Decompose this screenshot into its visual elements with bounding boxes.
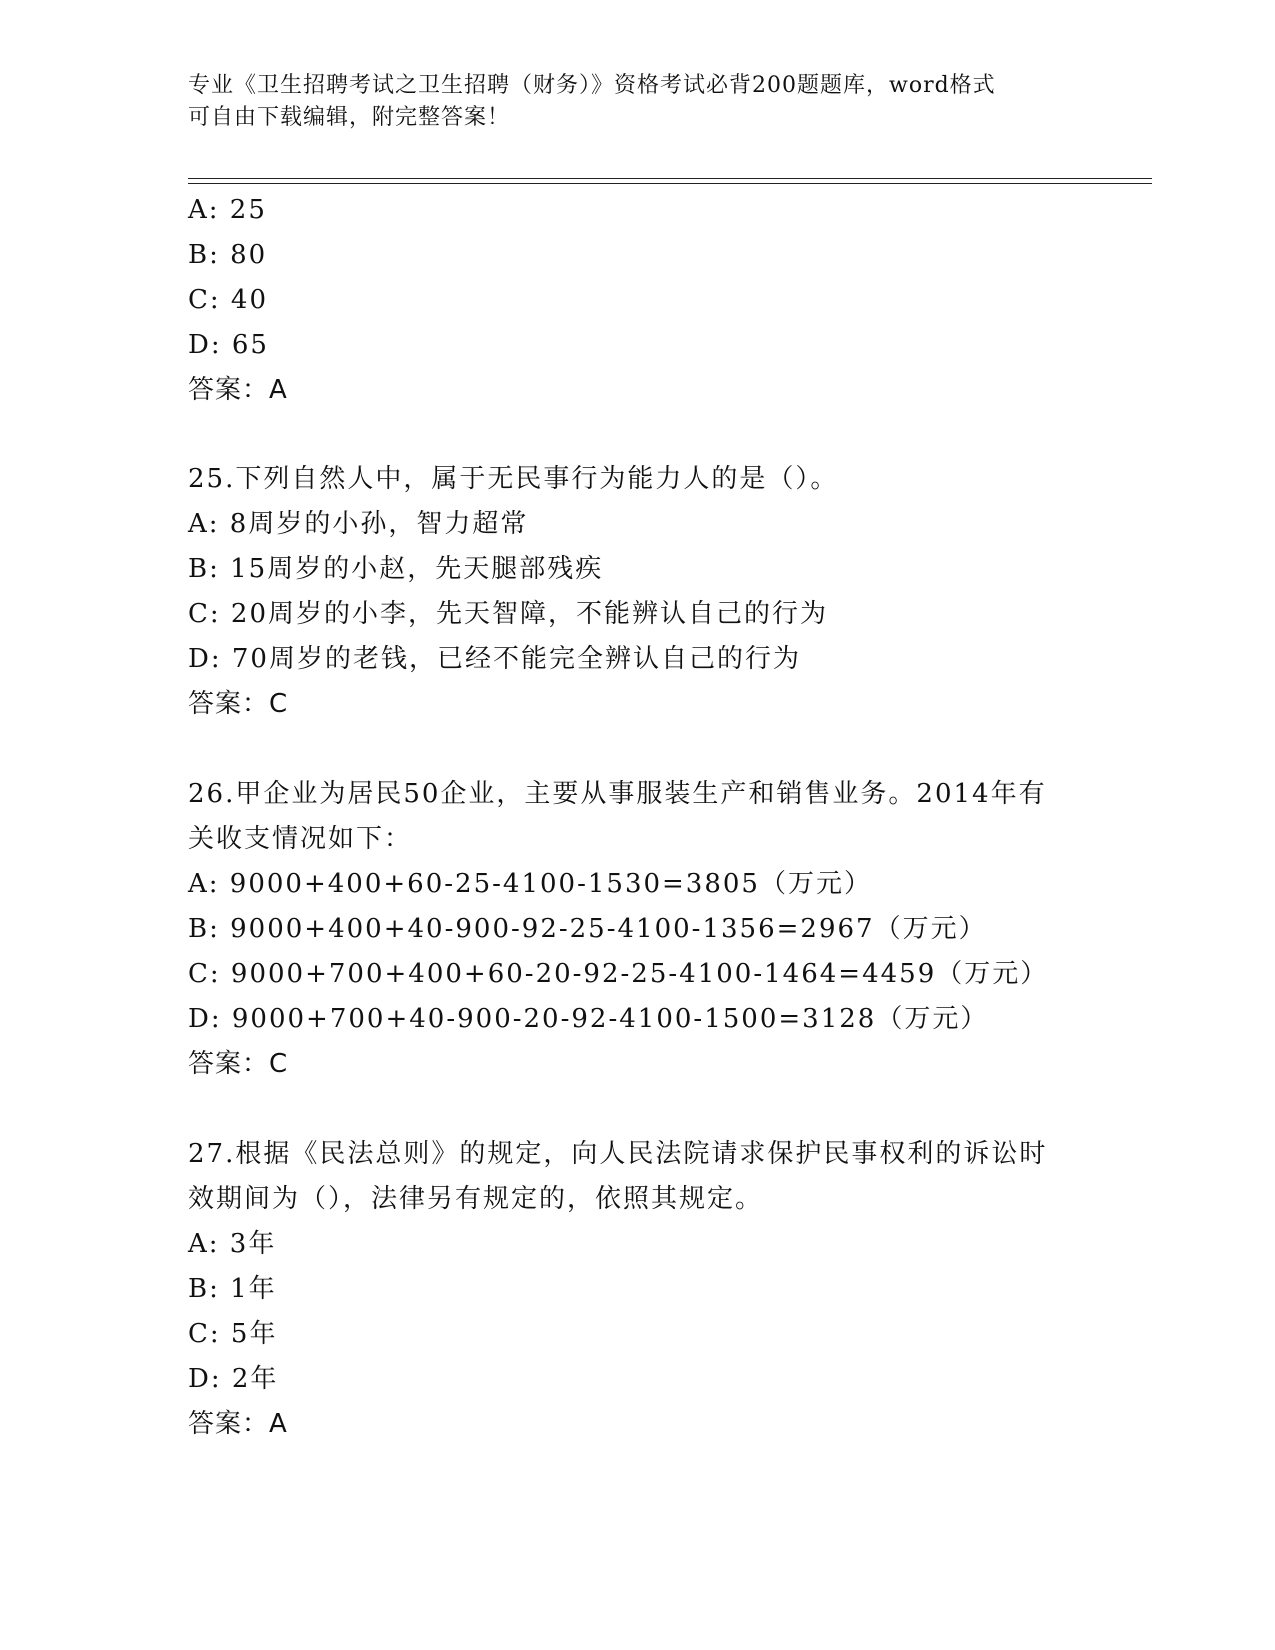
- prev-option-b: B: 80: [188, 240, 268, 270]
- header-divider-bottom: [188, 183, 1152, 184]
- q27-stem-line-1: 27.根据《民法总则》的规定，向人民法院请求保护民事权利的诉讼时: [188, 1139, 1048, 1169]
- q26-stem-line-1: 26.甲企业为居民50企业，主要从事服装生产和销售业务。2014年有: [188, 779, 1047, 809]
- q27-answer: 答案：A: [188, 1409, 288, 1439]
- header-title-line-1: 专业《卫生招聘考试之卫生招聘（财务）》资格考试必背200题题库，word格式: [188, 73, 996, 98]
- q27-option-c: C: 5年: [188, 1319, 278, 1349]
- header-title-line-2: 可自由下载编辑，附完整答案！: [188, 105, 511, 130]
- q27-option-d: D: 2年: [188, 1364, 279, 1394]
- q26-answer: 答案：C: [188, 1049, 289, 1079]
- q26-stem-line-2: 关收支情况如下：: [188, 824, 413, 854]
- q26-option-d: D: 9000+700+40-900-20-92-4100-1500=3128（万元）: [188, 1004, 989, 1034]
- header-divider-top: [188, 178, 1152, 179]
- prev-option-d: D: 65: [188, 330, 269, 360]
- q27-option-a: A: 3年: [188, 1229, 277, 1259]
- q25-option-b: B: 15周岁的小赵，先天腿部残疾: [188, 554, 604, 584]
- q26-option-a: A: 9000+400+60-25-4100-1530=3805（万元）: [188, 869, 872, 899]
- q25-option-d: D: 70周岁的老钱，已经不能完全辨认自己的行为: [188, 644, 801, 674]
- q27-stem-line-2: 效期间为（），法律另有规定的，依照其规定。: [188, 1184, 764, 1214]
- q25-option-c: C: 20周岁的小李，先天智障，不能辨认自己的行为: [188, 599, 829, 629]
- prev-option-a: A: 25: [188, 195, 267, 225]
- prev-option-c: C: 40: [188, 285, 269, 315]
- q25-option-a: A: 8周岁的小孙，智力超常: [188, 509, 529, 539]
- q27-option-b: B: 1年: [188, 1274, 277, 1304]
- document-header: [188, 70, 1088, 134]
- q26-option-b: B: 9000+400+40-900-92-25-4100-1356=2967（万元）: [188, 914, 987, 944]
- q25-answer: 答案：C: [188, 689, 289, 719]
- prev-answer: 答案：A: [188, 375, 288, 405]
- q26-option-c: C: 9000+700+400+60-20-92-25-4100-1464=4459（万元）: [188, 959, 1049, 989]
- q25-stem: 25.下列自然人中，属于无民事行为能力人的是（）。: [188, 464, 839, 494]
